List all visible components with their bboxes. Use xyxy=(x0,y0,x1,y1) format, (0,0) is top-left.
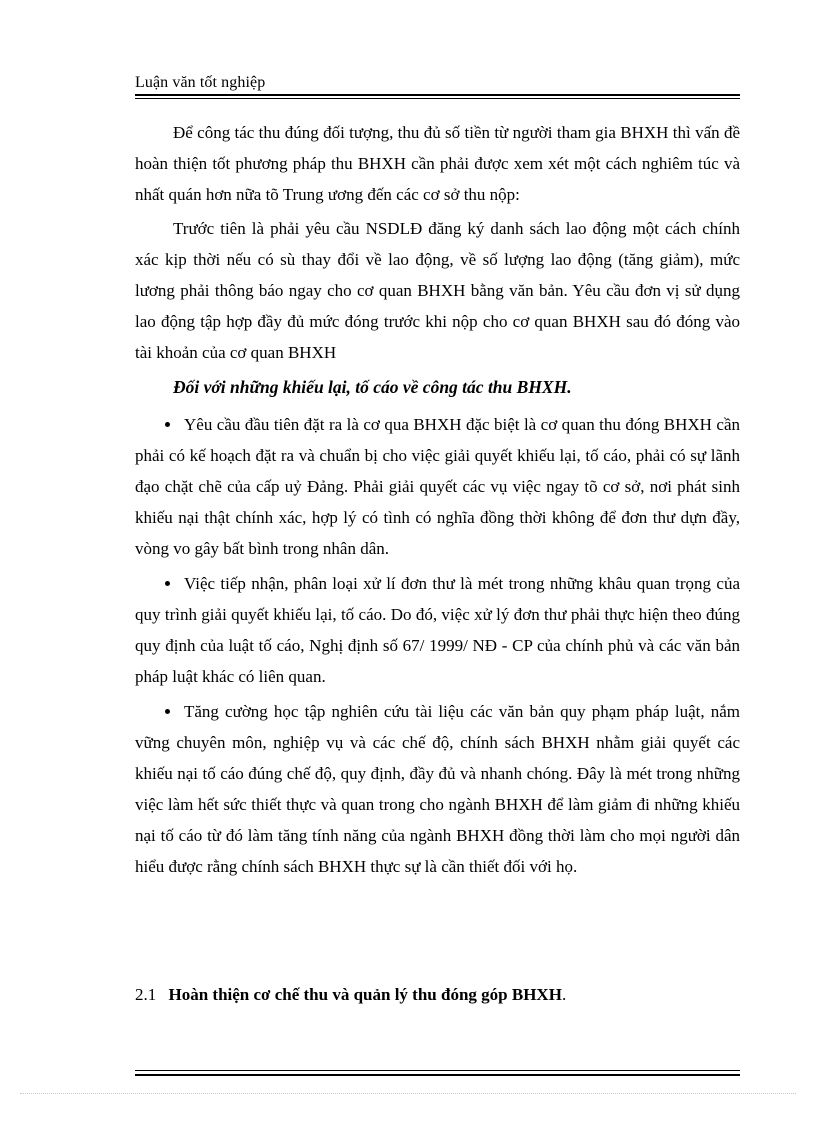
main-content xyxy=(135,117,740,886)
bullet-icon xyxy=(165,422,170,427)
bullet-text: Việc tiếp nhận, phân loại xử lí đơn thư là mét trong những khâu quan trọng của quy trình giải quyết khiếu lại, tố cáo. Do đó, việc xử lý đơn thư phải thực hiện theo đúng quy định của luật tố cáo, Nghị định số 67/ 1999/ NĐ - CP của chính phủ và các văn bản pháp luật khác có liên quan. xyxy=(135,574,740,686)
body-paragraph-1: Để công tác thu đúng đối tượng, thu đủ số tiền từ người tham gia BHXH thì vấn đề hoàn thiện tốt phương pháp thu BHXH cần phải được xem xét một cách nghiêm túc và nhất quán hơn nữa tõ Trung ương đến các cơ sở thu nộp: xyxy=(135,123,740,204)
bullet-text: Yêu cầu đầu tiên đặt ra là cơ qua BHXH đặc biệt là cơ quan thu đóng BHXH cần phải có kế hoạch đặt ra và chuẩn bị cho việc giải quyết khiếu lại, tố cáo, phải có sự lãnh đạo chặt chẽ của cấp uỷ Đảng. Phải giải quyết các vụ việc ngay tõ cơ sở, nơi phát sinh khiếu nại thật chính xác, hợp lý có tình có nghĩa đồng thời không để đơn thư dựn đầy, vòng vo gây bất bình trong nhân dân. xyxy=(135,415,740,558)
section-title-period: . xyxy=(561,985,567,1004)
bullet-item xyxy=(135,409,740,564)
bullet-item xyxy=(135,696,740,882)
bullet-icon xyxy=(165,709,170,714)
section-title: Hoàn thiện cơ chế thu và quản lý thu đóng góp BHXH xyxy=(168,985,562,1004)
bullet-text: Tăng cường học tập nghiên cứu tài liệu các văn bản quy phạm pháp luật, nắm vững chuyên môn, nghiệp vụ và các chế độ, chính sách BHXH nhằm giải quyết các khiếu nại tố cáo đúng chế độ, quy định, đầy đủ và nhanh chóng. Đây là mét trong những việc làm hết sức thiết thực và quan trong cho ngành BHXH để làm giảm đi những khiếu nại tố cáo từ đó làm tăng tính năng của ngành BHXH đồng thời làm cho mọi người dân hiểu được rằng chính sách BHXH thực sự là cần thiết đối với họ. xyxy=(135,702,740,876)
footer-rule-thick xyxy=(135,1074,740,1076)
section-heading xyxy=(135,982,566,1008)
bullet-icon xyxy=(165,581,170,586)
bullet-item xyxy=(135,568,740,692)
header-rule-thin xyxy=(135,98,740,99)
page-boundary-dotted-line xyxy=(20,1093,796,1094)
header-rule-thick xyxy=(135,94,740,96)
footer-rule-thin xyxy=(135,1070,740,1071)
document-running-title: Luận văn tốt nghiệp xyxy=(135,74,266,91)
subheading: Đối với những khiếu lại, tố cáo về công tác thu BHXH. xyxy=(173,377,572,397)
section-number: 2.1 xyxy=(135,985,157,1004)
body-paragraph-2: Trước tiên là phải yêu cầu NSDLĐ đăng ký danh sách lao động một cách chính xác kịp thời nếu có sù thay đổi về lao động, về số lượng lao động (tăng giảm), mức lương phải thông báo ngay cho cơ quan BHXH bằng văn bản. Yêu cầu đơn vị sử dụng lao động tập hợp đầy đủ mức đóng trước khi nộp cho cơ quan BHXH sau đó đóng vào tài khoản của cơ quan BHXH xyxy=(135,219,740,362)
